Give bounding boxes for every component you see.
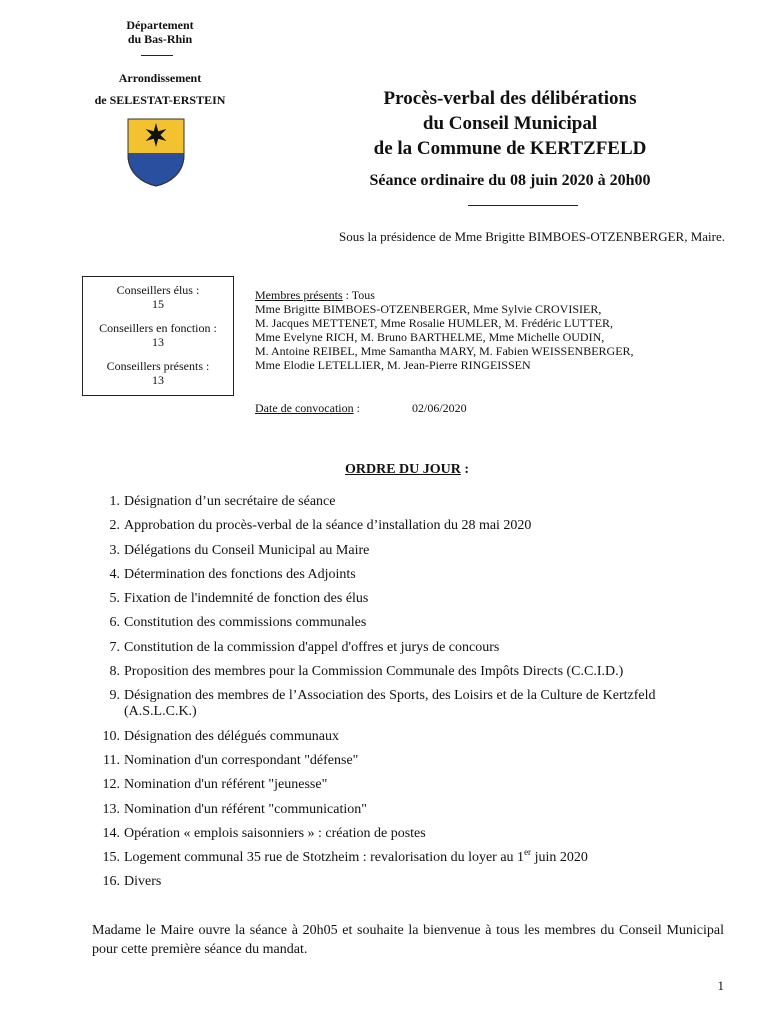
agenda-item: [90, 664, 730, 680]
title-line1: Procès-verbal des délibérations: [383, 88, 637, 109]
count-value: 15: [152, 297, 164, 311]
agenda-item-number: 1.: [109, 494, 120, 509]
agenda-item-number: 5.: [109, 591, 120, 607]
closing-paragraph: Madame le Maire ouvre la séance à 20h05 et souhaite la bienvenue à tous les membres du Conseil Municipal pour cette première séance du mandat.: [92, 923, 724, 957]
document-title: [300, 86, 720, 161]
agenda-item-text: Fixation de l'indemnité de fonction des élus: [124, 591, 369, 607]
agenda-item-number: 4.: [109, 566, 120, 582]
arrondissement-line1: Arrondissement: [118, 71, 202, 85]
count-label: Conseillers présents :: [106, 359, 210, 373]
agenda-list: [90, 494, 730, 899]
convocation-colon: :: [353, 401, 360, 415]
agenda-item-text: Détermination des fonctions des Adjoints: [124, 566, 356, 582]
title-line2: du Conseil Municipal: [422, 113, 598, 134]
agenda-item-number: 7.: [109, 639, 120, 655]
seance-heading: Séance ordinaire du 08 juin 2020 à 20h00: [369, 172, 651, 189]
agenda-item: [90, 591, 730, 607]
agenda-item-number: 9.: [109, 688, 120, 704]
agenda-item-number: 8.: [109, 664, 120, 680]
count-en-fonction: [83, 321, 233, 349]
agenda-item-number: 15.: [102, 850, 120, 866]
members-heading: [255, 288, 725, 302]
agenda-item: [90, 518, 730, 534]
members-suffix: : Tous: [342, 288, 375, 302]
title-divider: [468, 205, 578, 206]
agenda-item-number: 11.: [103, 752, 120, 768]
agenda-item-text: Nomination d'un correspondant "défense": [124, 752, 359, 768]
members-line: M. Antoine REIBEL, Mme Samantha MARY, M. Fabien WEISSENBERGER,: [255, 344, 634, 358]
members-line: Mme Elodie LETELLIER, M. Jean-Pierre RINGEISSEN: [255, 358, 531, 372]
members-label: Membres présents: [255, 288, 343, 302]
agenda-item-text: Désignation des membres de l’Association des Sports, des Loisirs et de la Culture de Kertzfeld (A.S.L.C.K.): [124, 688, 656, 720]
agenda-item-text: Désignation d’un secrétaire de séance: [124, 494, 336, 509]
agenda-item-text: Divers: [124, 874, 162, 890]
coat-of-arms-icon: [126, 117, 186, 187]
agenda-item-number: 6.: [109, 615, 120, 631]
count-presents: [83, 359, 233, 387]
agenda-item-text: Logement communal 35 rue de Stotzheim : revalorisation du loyer au 1: [124, 850, 525, 866]
title-line3: de la Commune de KERTZFELD: [373, 138, 647, 159]
agenda-item: [90, 688, 730, 720]
departement-line1: Département: [126, 18, 194, 32]
agenda-item-number: 3.: [109, 542, 120, 558]
agenda-item: [90, 729, 730, 745]
agenda-item-number: 10.: [102, 728, 120, 744]
agenda-item: [90, 543, 730, 559]
agenda-item: [90, 567, 730, 583]
count-label: Conseillers en fonction :: [99, 321, 217, 335]
agenda-item-text: Nomination d'un référent "jeunesse": [124, 777, 328, 793]
agenda-item: [90, 494, 730, 510]
agenda-item-number: 14.: [102, 825, 120, 841]
agenda-item-number: 13.: [102, 801, 120, 817]
agenda-item: [90, 802, 730, 818]
agenda-item-text: Proposition des membres pour la Commission Communale des Impôts Directs (C.C.I.D.): [124, 664, 624, 680]
agenda-item-text: Constitution des commissions communales: [124, 615, 367, 631]
count-value: 13: [152, 335, 164, 349]
agenda-item-number: 12.: [102, 777, 120, 793]
members-line: M. Jacques METTENET, Mme Rosalie HUMLER, M. Frédéric LUTTER,: [255, 316, 614, 330]
agenda-item: [90, 847, 730, 866]
departement-label: [90, 18, 230, 46]
agenda-item: [90, 777, 730, 793]
agenda-title: [90, 462, 724, 478]
arrondissement-line2: de SELESTAT-ERSTEIN: [94, 93, 226, 107]
agenda-item-number: 16.: [102, 874, 120, 890]
convocation-label: Date de convocation: [255, 401, 354, 415]
members-line: Mme Brigitte BIMBOES-OTZENBERGER, Mme Sylvie CROVISIER,: [255, 302, 602, 316]
agenda-item-text: Délégations du Conseil Municipal au Maire: [124, 542, 370, 558]
header-divider: [141, 55, 173, 56]
count-value: 13: [152, 373, 164, 387]
presidence-text: Sous la présidence de Mme Brigitte BIMBOES-OTZENBERGER, Maire.: [339, 229, 725, 244]
page-number: 1: [717, 978, 724, 993]
agenda-item: [90, 753, 730, 769]
convocation-date: [255, 401, 725, 416]
members-line: Mme Evelyne RICH, M. Bruno BARTHELME, Mme Michelle OUDIN,: [255, 330, 605, 344]
agenda-title-suffix: :: [460, 462, 470, 477]
count-label: Conseillers élus :: [116, 283, 200, 297]
convocation-date-value: 02/06/2020: [412, 401, 467, 415]
agenda-item: [90, 826, 730, 842]
agenda-item-text: Approbation du procès-verbal de la séance d’installation du 28 mai 2020: [124, 518, 532, 534]
agenda-item-text: Nomination d'un référent "communication": [124, 801, 367, 817]
agenda-item-text-after: juin 2020: [531, 850, 588, 866]
members-present: [255, 288, 725, 372]
count-elus: [83, 283, 233, 311]
agenda-item: [90, 874, 730, 890]
agenda-item: [90, 615, 730, 631]
agenda-item: [90, 640, 730, 656]
agenda-item-number: 2.: [109, 518, 120, 534]
agenda-item-text: Opération « emplois saisonniers » : création de postes: [124, 825, 426, 841]
agenda-item-text: Désignation des délégués communaux: [124, 728, 340, 744]
council-counts-box: [82, 276, 234, 396]
agenda-item-text: Constitution de la commission d'appel d'offres et jurys de concours: [124, 639, 500, 655]
agenda-title-text: ORDRE DU JOUR: [344, 462, 461, 477]
departement-line2: du Bas-Rhin: [127, 32, 193, 46]
agenda-item-sup: er: [524, 847, 532, 858]
